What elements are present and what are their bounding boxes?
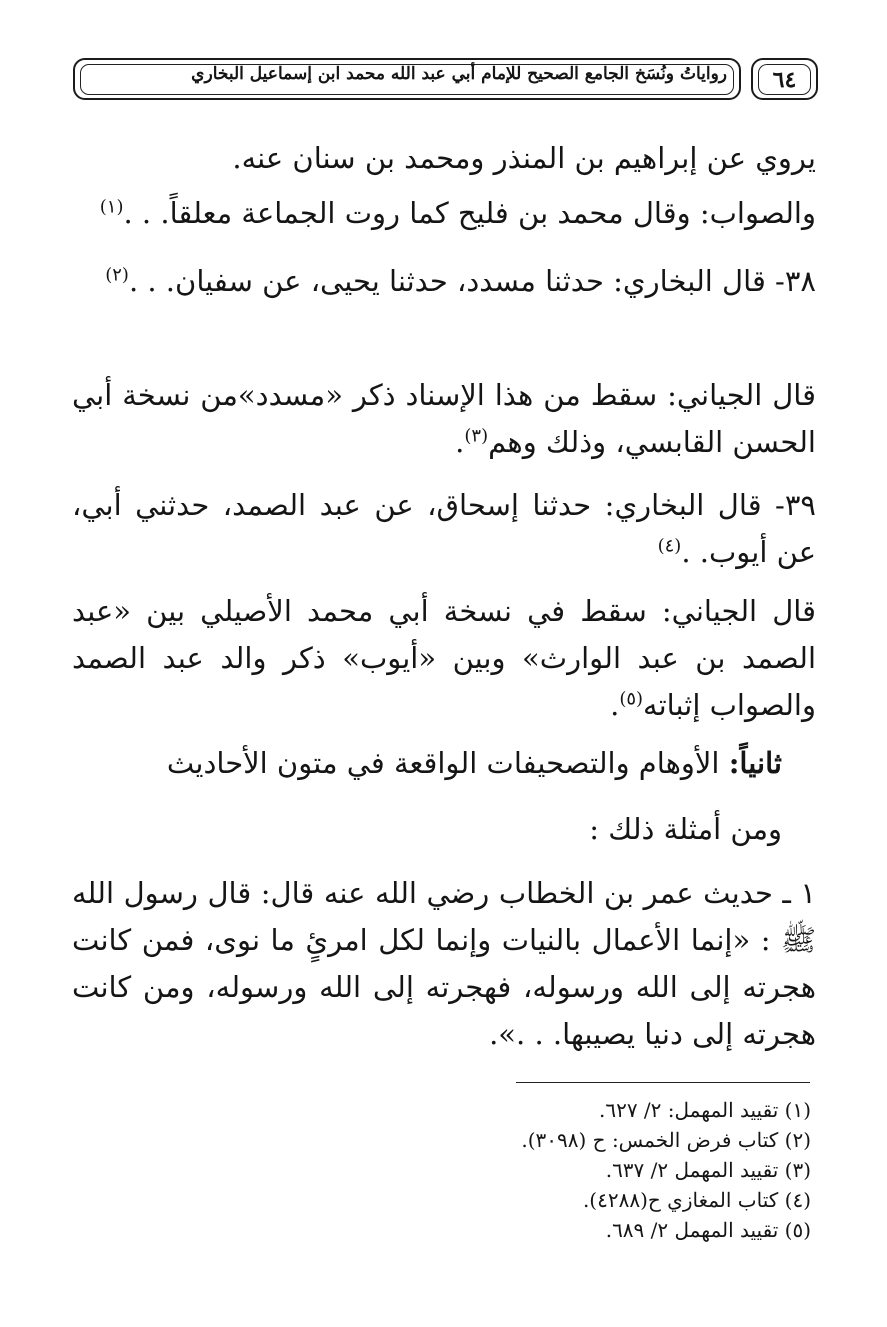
paragraph-4-text: قال الجياني: سقط من هذا الإسناد ذكر «مسدد»من نسخة أبي الحسن القابسي، وذلك وهم [72, 378, 816, 459]
running-header [73, 58, 818, 104]
paragraph-6-text: قال الجياني: سقط في نسخة أبي محمد الأصيلي بين «عبد الصمد بن عبد الوارث» وبين «أيوب» ذكر والد عبد الصمد والصواب إثباته [72, 594, 816, 722]
footnote-5: (٥) تقييد المهمل ٢/ ٦٨٩. [605, 1218, 811, 1242]
running-title: رواياتُ ونُسَخ الجامع الصحيح للإمام أبي عبد الله محمد ابن إسماعيل البخاري [191, 64, 727, 84]
paragraph-5 [72, 482, 816, 576]
paragraph-2 [72, 190, 816, 237]
footnote-ref-2: (٢) [105, 264, 129, 286]
paragraph-1 [72, 135, 816, 182]
footnote-ref-4: (٤) [657, 535, 682, 557]
section-heading [72, 740, 816, 787]
footnote-1: (١) تقييد المهمل: ٢/ ٦٢٧. [598, 1098, 811, 1122]
footnote-ref-3: (٣) [464, 425, 489, 447]
footnote-3: (٣) تقييد المهمل ٢/ ٦٣٧. [605, 1158, 811, 1182]
section-heading-text: الأوهام والتصحيفات الواقعة في متون الأحاديث [166, 746, 720, 780]
paragraph-8 [72, 806, 816, 853]
paragraph-3 [72, 258, 816, 305]
paragraph-5-text: ٣٩- قال البخاري: حدثنا إسحاق، عن عبد الصمد، حدثني أبي، عن أيوب. . [72, 488, 816, 569]
footnote-ref-1: (١) [99, 196, 124, 218]
paragraph-2-text: والصواب: وقال محمد بن فليح كما روت الجماعة معلقاً. . . [123, 196, 816, 230]
paragraph-9 [72, 870, 816, 1058]
footnotes [211, 1095, 811, 1245]
footnote-4: (٤) كتاب المغازي ح(٤٢٨٨). [582, 1188, 811, 1212]
paragraph-8-text: ومن أمثلة ذلك : [589, 812, 782, 846]
footnote-separator [516, 1082, 810, 1083]
paragraph-4: قال الجياني: سقط من هذا الإسناد ذكر «مسدد»من نسخة أبي الحسن القابسي، وذلك وهم$^{(٣)}$. [72, 378, 816, 459]
paragraph-9-text: ١ ـ حديث عمر بن الخطاب رضي الله عنه قال: قال رسول الله ﷺ : «إنما الأعمال بالنيات وإنما لكل امرئٍ ما نوى، فمن كانت هجرته إلى الله ورسوله، فهجرته إلى الله ورسوله، ومن كانت هجرته إلى دنيا يصيبها. . .». [72, 876, 816, 1051]
page-number-frame [751, 58, 818, 100]
header-title-frame [73, 58, 741, 100]
paragraph-1-text: يروي عن إبراهيم بن المنذر ومحمد بن سنان عنه. [232, 141, 816, 175]
footnote-ref-5: (٥) [619, 688, 644, 710]
paragraph-3-text: ٣٨- قال البخاري: حدثنا مسدد، حدثنا يحيى، عن سفيان. . . [128, 264, 816, 298]
footnote-2: (٢) كتاب فرض الخمس: ح (٣٠٩٨). [521, 1128, 811, 1152]
page-number: ٦٤ [758, 64, 811, 95]
paragraph-6: قال الجياني: سقط في نسخة أبي محمد الأصيلي بين «عبد الصمد بن عبد الوارث» وبين «أيوب» ذكر والد عبد الصمد والصواب إثباته$^{(٥)}$. [72, 594, 816, 722]
section-heading-label: ثانياً: [728, 746, 782, 780]
